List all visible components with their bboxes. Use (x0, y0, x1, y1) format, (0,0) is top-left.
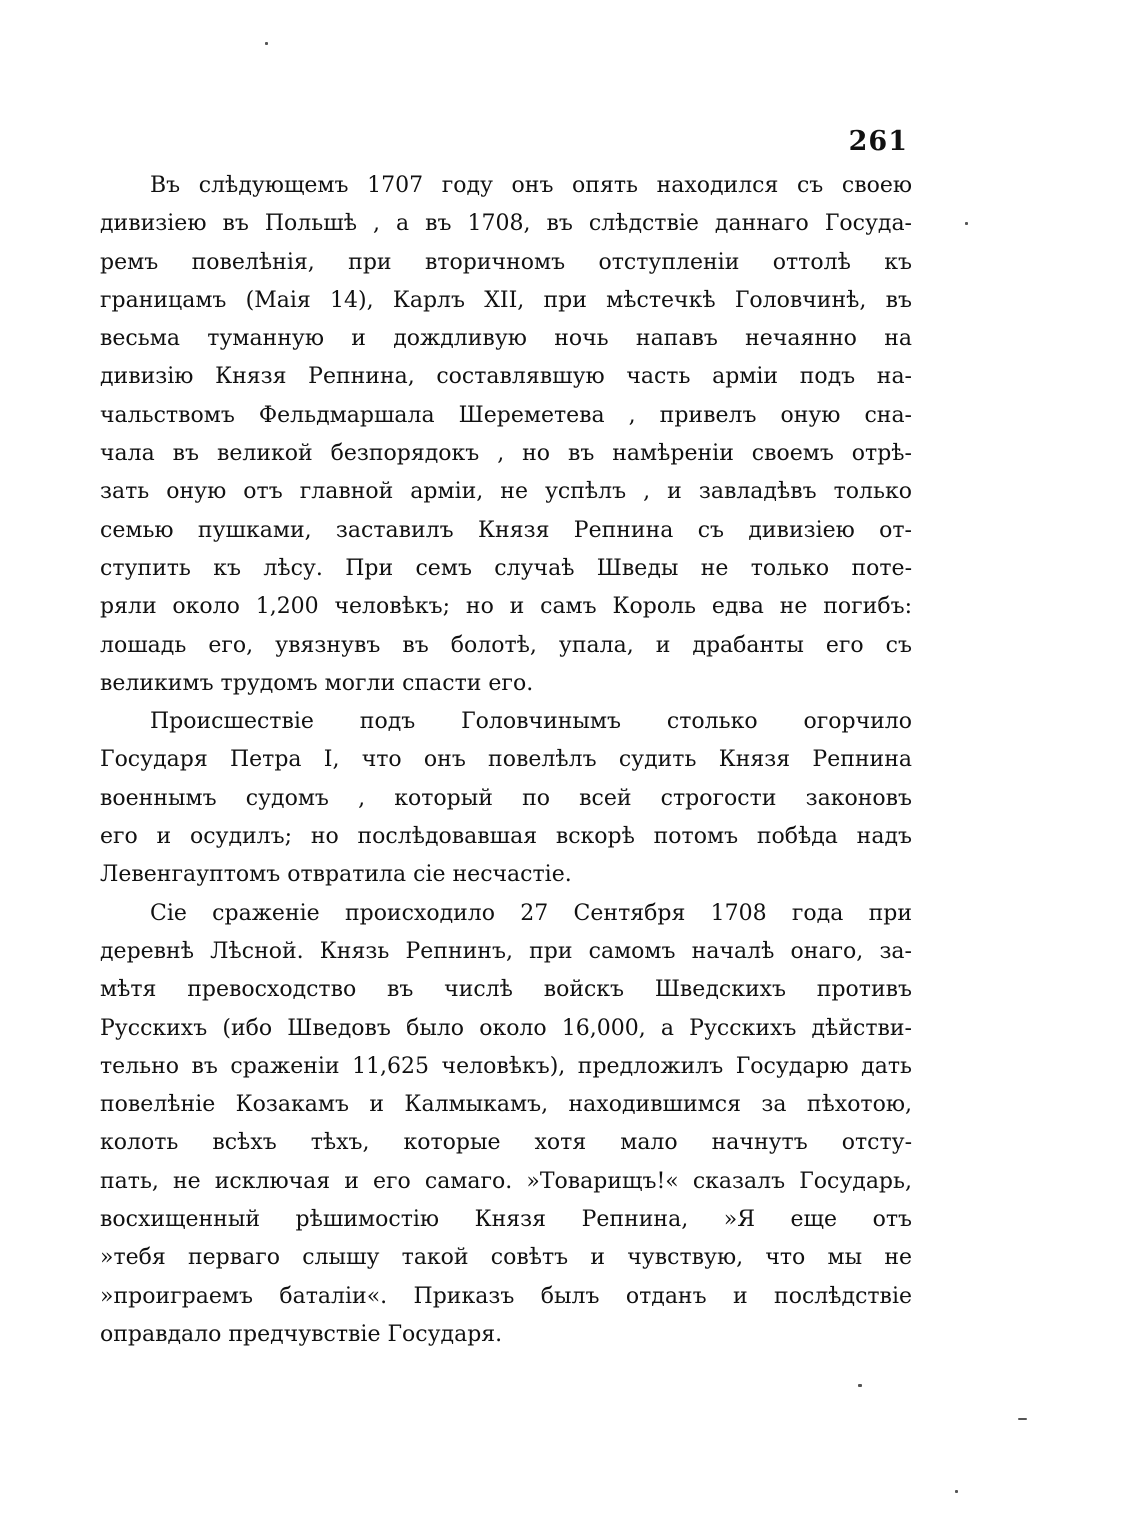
text-line: »тебя перваго слышу такой совѣтъ и чувствую, что мы не (100, 1245, 912, 1271)
text-line: его и осудилъ; но послѣдовавшая вскорѣ потомъ побѣда надъ (100, 824, 912, 850)
scan-speck (965, 222, 968, 225)
text-line: Въ слѣдующемъ 1707 году онъ опять находился съ своею (150, 173, 912, 198)
text-line: деревнѣ Лѣсной. Князь Репнинъ, при самомъ началѣ онаго, за- (100, 938, 912, 964)
text-line: ступить къ лѣсу. При семъ случаѣ Шведы не только поте- (100, 555, 912, 581)
paragraph-3 (100, 895, 912, 1355)
text-line: дивизію Князя Репнина, составлявшую часть арміи подъ на- (100, 364, 912, 390)
text-line: пать, не исключая и его самаго. »Товарищъ!« сказалъ Государь, (100, 1168, 912, 1194)
scan-speck (955, 1490, 958, 1493)
text-line: великимъ трудомъ могли спасти его. (100, 670, 534, 696)
text-line: »проиграемъ баталіи«. Приказъ былъ отданъ и послѣдствіе (100, 1283, 912, 1309)
text-line: мѣтя превосходство въ числѣ войскъ Шведскихъ противъ (100, 977, 912, 1003)
text-line: Левенгауптомъ отвратила сіе несчастіе. (100, 862, 572, 888)
text-line: Происшествіе подъ Головчинымъ столько огорчило (150, 709, 912, 735)
text-line: повелѣніе Козакамъ и Калмыкамъ, находившимся за пѣхотою, (100, 1092, 912, 1118)
text-line: колоть всѣхъ тѣхъ, которые хотя мало начнутъ отсту- (100, 1130, 912, 1156)
text-line: дивизіею въ Польшѣ , а въ 1708, въ слѣдствіе даннаго Госуда- (100, 211, 912, 237)
text-line: семью пушками, заставилъ Князя Репнина съ дивизіею от- (100, 517, 912, 543)
paragraph-2 (100, 703, 912, 894)
text-line: ремъ повелѣнія, при вторичномъ отступленіи оттолѣ къ (100, 249, 912, 275)
text-line: лошадь его, увязнувъ въ болотѣ, упала, и драбанты его съ (100, 632, 912, 658)
scan-speck (858, 1384, 862, 1387)
text-line: военнымъ судомъ , который по всей строгости законовъ (100, 785, 912, 811)
scan-speck (1018, 1418, 1027, 1420)
body-text (100, 167, 912, 1354)
text-line: восхищенный рѣшимостію Князя Репнина, »Я еще отъ (100, 1207, 912, 1233)
text-line: весьма туманную и дождливую ночь напавъ нечаянно на (100, 326, 912, 352)
text-line: оправдало предчувствіе Государя. (100, 1321, 503, 1347)
text-line: границамъ (Маія 14), Карлъ XII, при мѣстечкѣ Головчинѣ, въ (100, 287, 912, 313)
text-line: Сіе сраженіе происходило 27 Сентября 1708 года при (150, 900, 912, 926)
paragraph-1 (100, 167, 912, 703)
text-line: ряли около 1,200 человѣкъ; но и самъ Король едва не погибъ: (100, 594, 912, 620)
text-line: зать оную отъ главной арміи, не успѣлъ , и завладѣвъ только (100, 479, 912, 505)
text-line: Государя Петра I, что онъ повелѣлъ судить Князя Репнина (100, 747, 912, 773)
text-line: Русскихъ (ибо Шведовъ было около 16,000, а Русскихъ дѣйстви- (100, 1015, 912, 1041)
text-line: чальствомъ Фельдмаршала Шереметева , привелъ оную сна- (100, 402, 912, 428)
text-line: чала въ великой безпорядокъ , но въ намѣреніи своемъ отрѣ- (100, 441, 912, 467)
text-line: тельно въ сраженіи 11,625 человѣкъ), предложилъ Государю дать (100, 1053, 912, 1079)
page-number: 261 (848, 126, 908, 157)
scan-speck (265, 42, 268, 45)
